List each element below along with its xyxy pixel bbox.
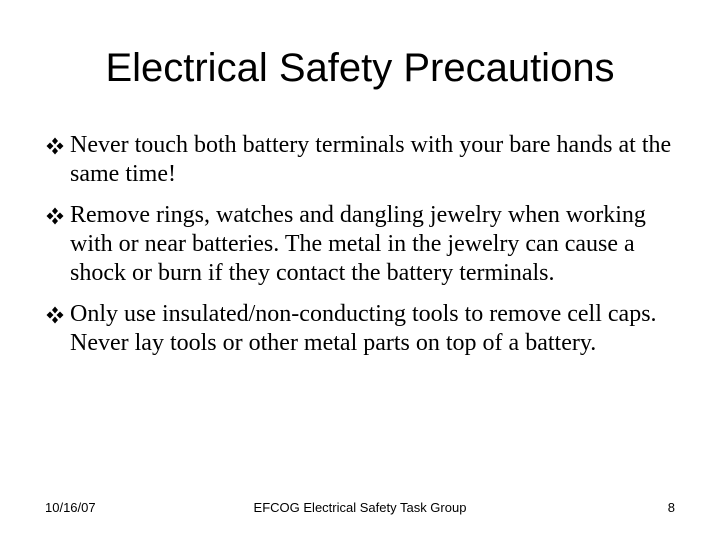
footer-page-number: 8 [667,500,675,515]
slide-title: Electrical Safety Precautions [105,46,615,90]
bullet-list [46,131,678,370]
bullet-text: Only use insulated/non-conducting tools to remove cell caps. Never lay tools or other metal parts on top of a battery. [70,301,657,356]
bullet-item [46,131,678,189]
bullet-item [46,201,678,288]
bullet-text: Never touch both battery terminals with your bare hands at the same time! [70,132,672,187]
footer-date: 10/16/07 [45,500,96,515]
footer-presentation-name: EFCOG Electrical Safety Task Group [253,500,467,515]
four-diamond-bullet-icon [46,207,64,225]
bullet-item [46,300,678,358]
bullet-text: Remove rings, watches and dangling jewelry when working with or near batteries. The metal in the jewelry can cause a shock or burn if they contact the battery terminals. [70,202,646,286]
four-diamond-bullet-icon [46,306,64,324]
four-diamond-bullet-icon [46,137,64,155]
